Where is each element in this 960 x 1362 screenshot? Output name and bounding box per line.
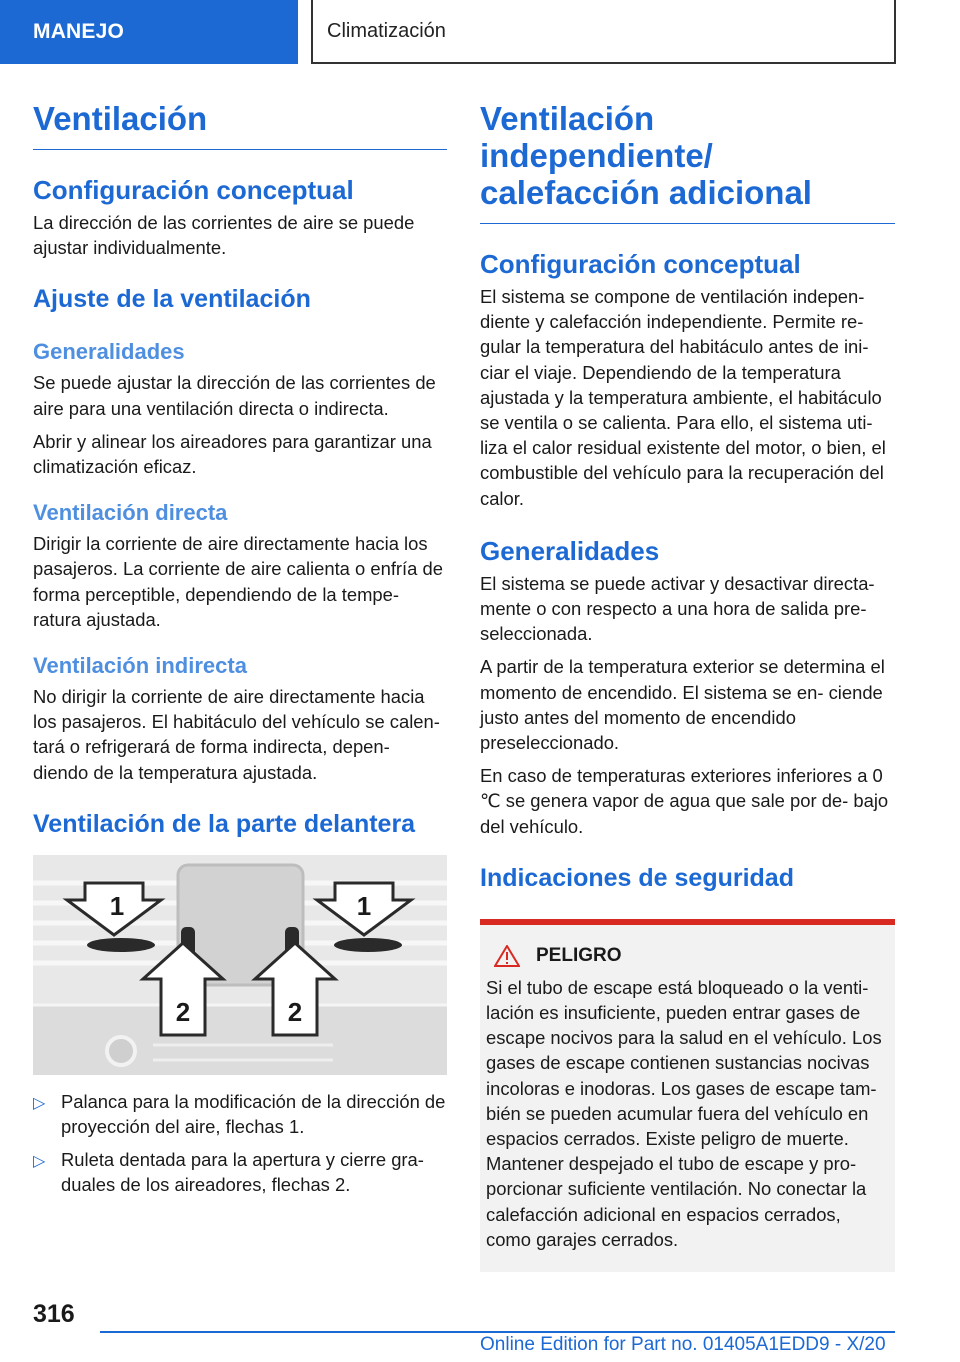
section-tab[interactable]: MANEJO [0,0,298,64]
concept-text: La dirección de las corrientes de aire se puede ajustar individualmente. [33,212,415,259]
left-lever [87,938,155,952]
danger-title [486,945,887,967]
general-heading: Generalidades [33,339,185,365]
direct-heading: Ventilación directa [33,500,228,526]
legend-text-2: Ruleta dentada para la apertura y cierre gra‐ duales de los aireadores, flechas 2. [61,1149,424,1196]
control-knob [107,1037,135,1065]
concept-heading: Configuración conceptual [33,175,354,205]
general-heading-right: Generalidades [480,535,660,566]
general-text-2: Abrir y alinear los aireadores para garantizar una climatización eficaz. [33,430,432,478]
label-2-right: 2 [287,996,303,1027]
warning-triangle-icon [494,945,520,967]
vent-illustration [33,855,447,1075]
vent-figure [33,855,447,1075]
triangle-bullet-icon: ▷ [33,1094,46,1112]
figure-legend [33,1089,447,1198]
chapter-title: Climatización [311,0,896,64]
adjust-heading: Ajuste de la ventilación [33,285,311,314]
ventilation-title: Ventilación [33,100,447,150]
indirect-text: No dirigir la corriente de aire directamente hacia los pasajeros. El habitáculo del vehículo se calen‐ tará o refrigerará de forma indirecta, depen‐ diendo de la temperatura ajustada. [33,686,440,783]
indirect-heading: Ventilación indirecta [33,653,247,679]
triangle-bullet-icon: ▷ [33,1153,46,1171]
danger-label: PELIGRO [536,944,622,966]
right-column [480,100,895,1272]
footer-rule [100,1331,895,1333]
label-2-left: 2 [175,996,191,1027]
label-1-right: 1 [356,890,372,921]
general-text-right-3: En caso de temperaturas exteriores inferiores a 0 ℃ se genera vapor de agua que sale por de‐ bajo del vehículo. [480,765,889,837]
concept-heading-right: Configuración conceptual [480,249,801,279]
danger-text: Si el tubo de escape está bloqueado o la venti‐ lación es insuficiente, pueden entrar gases de escape nocivos para la salud en el vehículo. Los gases de escape contienen sustancias nocivas incoloras e inodoras. Los gases de escape tam‐ bién se pueden acumular fuera del vehículo en espacios cerrados. Existe peligro de muerte. Mantener despejado el tubo de escape y pro‐ porcionar suficiente ventilación. No conectar la calefacción adicional en espacios cerrados, como garajes cerrados. [486,976,882,1250]
concept-text-right: El sistema se compone de ventilación indepen‐ diente y calefacción independiente. Permite re‐ gular la temperatura del habitáculo antes de ini‐ ciar el viaje. Dependiendo de la temperatura ajustada y la temperatura ambiente, el habitáculo se ventila o se calienta. Para ello, el sistema uti‐ liza el calor residual existente del motor, o bien, el combustible del vehículo para la recuperación del calor. [480,286,886,509]
general-text-right-1: El sistema se puede activar y desactivar directa‐ mente o con respecto a una hora de salida pre‐ seleccionada. [480,572,875,645]
page-number: 316 [33,1300,75,1328]
general-text-1: Se puede ajustar la dirección de las corrientes de aire para una ventilación directa o indirecta. [33,372,436,419]
list-item [33,1089,447,1139]
independent-title: Ventilación independiente/ calefacción adicional [480,100,895,224]
general-text-right-2: A partir de la temperatura exterior se determina el momento de encendido. El sistema se en‐ ciende justo antes del momento de encendido preseleccionado. [480,656,885,754]
safety-heading: Indicaciones de seguridad [480,863,794,892]
legend-text-1: Palanca para la modificación de la dirección de proyección del aire, flechas 1. [61,1090,446,1138]
danger-box [480,919,895,1272]
direct-text: Dirigir la corriente de aire directamente hacia los pasajeros. La corriente de aire calienta o enfría de forma perceptible, dependiendo de la tempe‐ ratura ajustada. [33,533,443,630]
left-column [33,100,447,1206]
front-heading: Ventilación de la parte delantera [33,809,416,838]
list-item [33,1147,447,1197]
label-1-left: 1 [109,890,125,921]
right-lever [334,938,402,952]
edition-info: Online Edition for Part no. 01405A1EDD9 - X/20 [480,1334,886,1355]
